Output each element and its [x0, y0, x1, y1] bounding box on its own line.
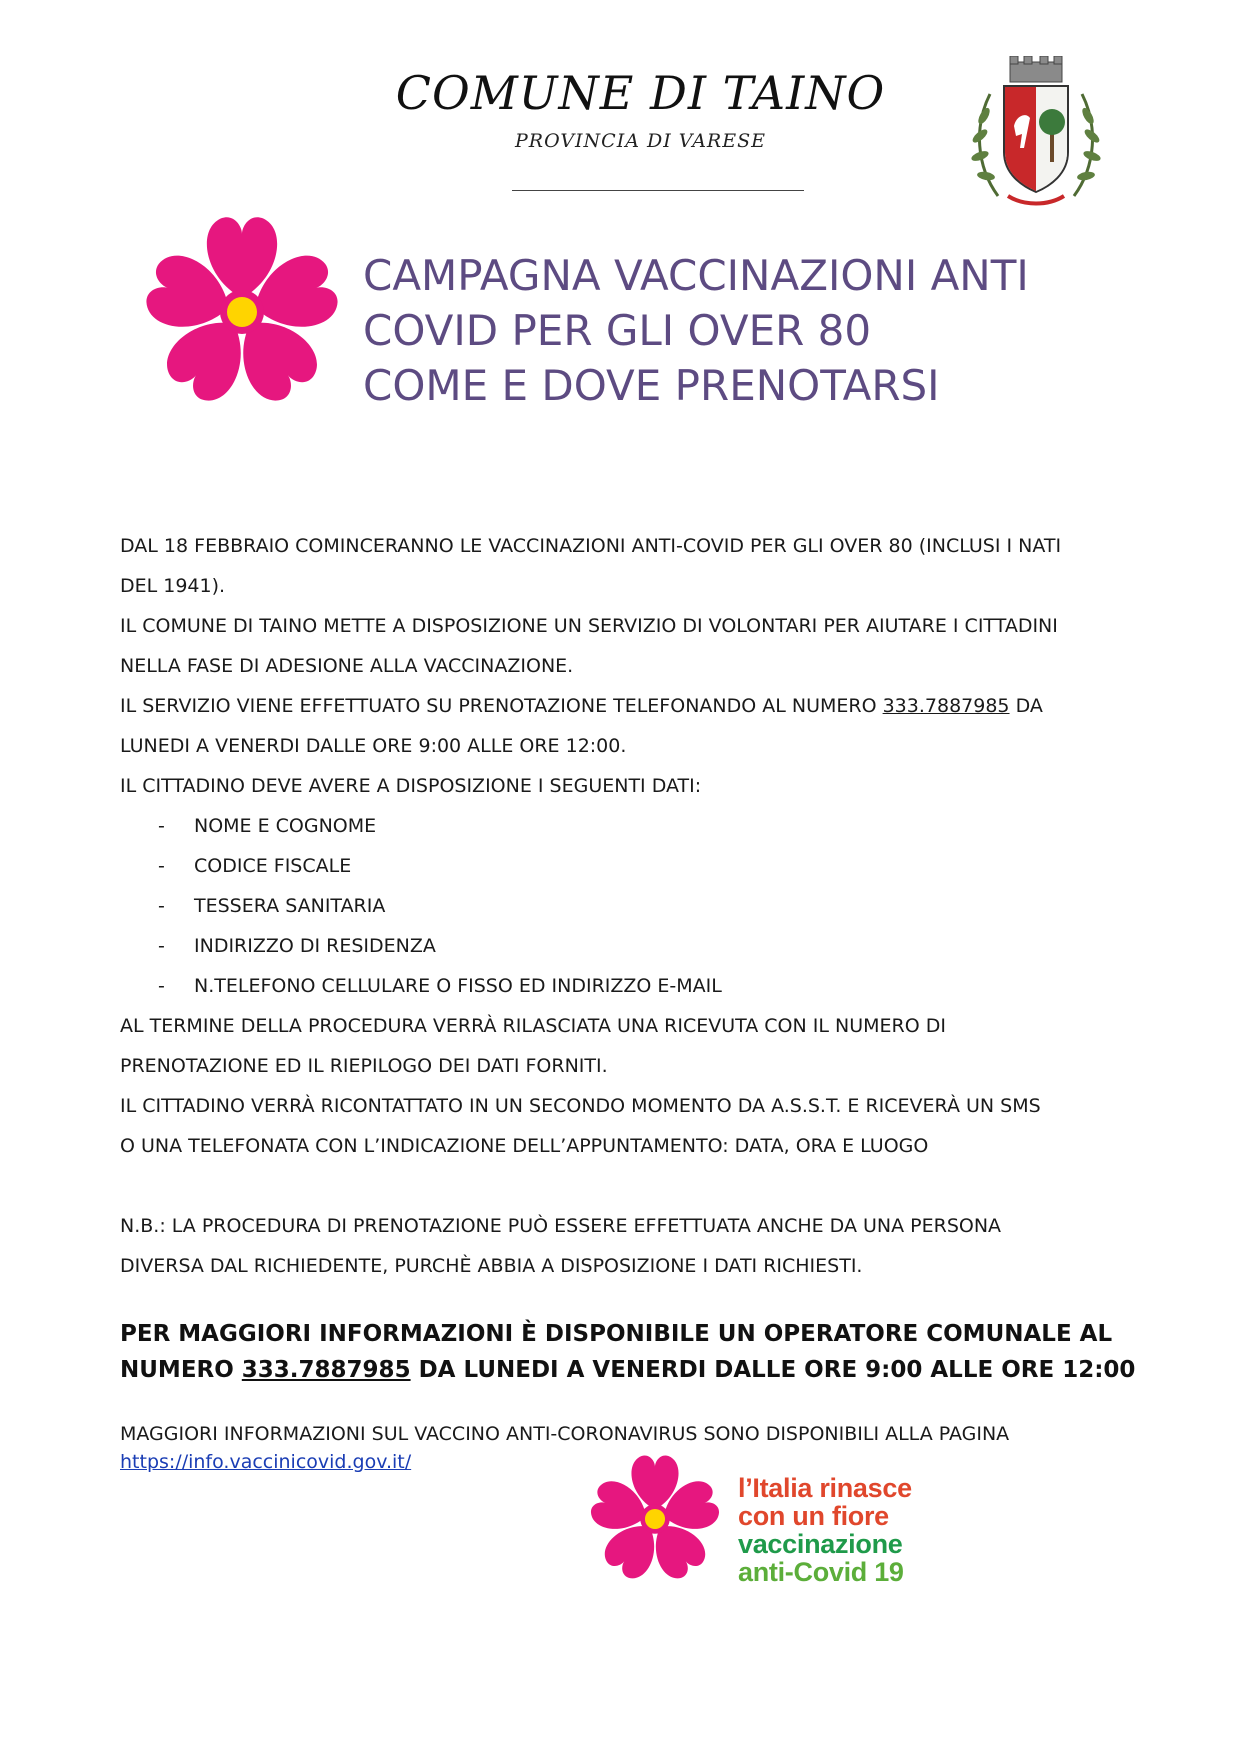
body-text-segment: DA — [1009, 695, 1043, 717]
contact-text-segment: NUMERO — [120, 1357, 242, 1383]
body-line: IL COMUNE DI TAINO METTE A DISPOSIZIONE UN SERVIZIO DI VOLONTARI PER AIUTARE I CITTADINI — [120, 615, 1058, 637]
campaign-title-line: CAMPAGNA VACCINAZIONI ANTI — [363, 251, 1029, 300]
notice-body — [120, 526, 1130, 1286]
logo-line: l’Italia rinasce — [738, 1473, 912, 1503]
campaign-title — [363, 248, 1183, 413]
note-line: N.B.: LA PROCEDURA DI PRENOTAZIONE PUÒ ESSERE EFFETTUATA ANCHE DA UNA PERSONA — [120, 1215, 1002, 1237]
contact-text-segment: DA LUNEDI A VENERDI DALLE ORE 9:00 ALLE ORE 12:00 — [410, 1357, 1136, 1383]
note-line: DIVERSA DAL RICHIEDENTE, PURCHÈ ABBIA A DISPOSIZIONE I DATI RICHIESTI. — [120, 1255, 863, 1277]
header-divider — [512, 190, 804, 191]
body-text-segment: IL SERVIZIO VIENE EFFETTUATO SU PRENOTAZIONE TELEFONANDO AL NUMERO — [120, 695, 883, 717]
list-item — [120, 966, 1130, 1006]
municipality-title: COMUNE DI TAINO — [395, 66, 886, 120]
body-line: IL CITTADINO VERRÀ RICONTATTATO IN UN SECONDO MOMENTO DA A.S.S.T. E RICEVERÀ UN SMS — [120, 1095, 1041, 1117]
list-item-text: TESSERA SANITARIA — [194, 895, 386, 917]
list-item — [120, 846, 1130, 886]
list-item — [120, 926, 1130, 966]
campaign-title-line: COME E DOVE PRENOTARSI — [363, 361, 940, 410]
list-item-text: CODICE FISCALE — [194, 855, 352, 877]
list-item-text: N.TELEFONO CELLULARE O FISSO ED INDIRIZZO E-MAIL — [194, 975, 722, 997]
list-dash: - — [158, 975, 165, 997]
list-item — [120, 886, 1130, 926]
contact-info — [120, 1316, 1160, 1388]
body-line: NELLA FASE DI ADESIONE ALLA VACCINAZIONE. — [120, 655, 574, 677]
italia-rinasce-logo — [738, 1474, 912, 1586]
campaign-title-line: COVID PER GLI OVER 80 — [363, 306, 872, 355]
body-line: DEL 1941). — [120, 575, 226, 597]
province-subtitle: PROVINCIA DI VARESE — [515, 130, 766, 152]
more-info-text: MAGGIORI INFORMAZIONI SUL VACCINO ANTI-CORONAVIRUS SONO DISPONIBILI ALLA PAGINA — [120, 1423, 1010, 1445]
primula-flower-icon — [588, 1452, 722, 1586]
paragraph-gap — [120, 1166, 1130, 1206]
contact-line: PER MAGGIORI INFORMAZIONI È DISPONIBILE UN OPERATORE COMUNALE AL — [120, 1321, 1113, 1347]
body-line: IL CITTADINO DEVE AVERE A DISPOSIZIONE I SEGUENTI DATI: — [120, 775, 702, 797]
logo-line: con un fiore — [738, 1501, 889, 1531]
municipal-crest-icon — [968, 56, 1104, 208]
list-dash: - — [158, 855, 165, 877]
body-line: O UNA TELEFONATA CON L’INDICAZIONE DELL’APPUNTAMENTO: DATA, ORA E LUOGO — [120, 1135, 929, 1157]
primula-flower-icon — [142, 212, 342, 412]
list-dash: - — [158, 895, 165, 917]
logo-line: vaccinazione — [738, 1529, 903, 1559]
body-line: AL TERMINE DELLA PROCEDURA VERRÀ RILASCIATA UNA RICEVUTA CON IL NUMERO DI — [120, 1015, 946, 1037]
list-dash: - — [158, 935, 165, 957]
list-dash: - — [158, 815, 165, 837]
phone-number: 333.7887985 — [241, 1357, 411, 1383]
body-line: PRENOTAZIONE ED IL RIEPILOGO DEI DATI FORNITI. — [120, 1055, 608, 1077]
logo-line: anti-Covid 19 — [738, 1557, 904, 1587]
list-item-text: INDIRIZZO DI RESIDENZA — [194, 935, 436, 957]
vaccine-info-link[interactable]: https://info.vaccinicovid.gov.it/ — [120, 1451, 412, 1473]
phone-number: 333.7887985 — [882, 695, 1010, 717]
body-line: DAL 18 FEBBRAIO COMINCERANNO LE VACCINAZIONI ANTI-COVID PER GLI OVER 80 (INCLUSI I NATI — [120, 535, 1062, 557]
contact-line-phone — [120, 1352, 1160, 1388]
body-line: LUNEDI A VENERDI DALLE ORE 9:00 ALLE ORE 12:00. — [120, 735, 627, 757]
body-line-phone — [120, 686, 1130, 726]
list-item-text: NOME E COGNOME — [194, 815, 377, 837]
list-item — [120, 806, 1130, 846]
